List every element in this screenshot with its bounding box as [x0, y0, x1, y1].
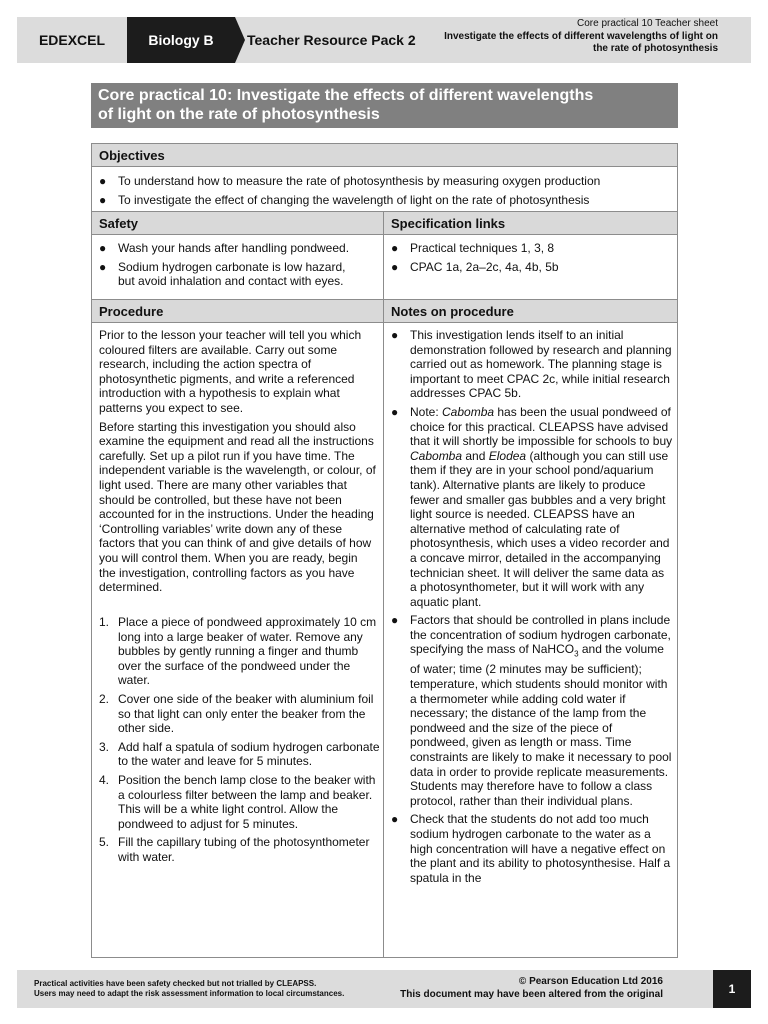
copyright	[400, 976, 663, 1001]
page-number: 1	[713, 970, 751, 1008]
spec-item: ● Practical techniques 1, 3, 8	[391, 241, 555, 255]
page-footer	[17, 970, 751, 1008]
sheet-title-line-2: the rate of photosynthesis	[592, 43, 718, 54]
sheet-info	[418, 18, 718, 56]
page-title-line-2: of light on the rate of photosynthesis	[98, 106, 380, 123]
objective-item: ● To understand how to measure the rate of photosynthesis by measuring oxygen production	[99, 174, 601, 188]
procedure-instructions: Before starting this investigation you should also examine the equipment and read all the instructions carefully. Set up a pilot run if you have time. The independent variable is the wavelength, or colour, of light used. There are many other variables that should be controlled, but these have not been accounted for in the instructions. Under the heading ‘Controlling variables’ write down any of these factors that you can think of and give details of how you will control them. When you are ready, begin the investigation, controlling factors as you have determined.	[99, 419, 376, 595]
pack-label: Teacher Resource Pack 2	[247, 32, 416, 48]
procedure-step: 5. Fill the capillary tubing of the photosynthometer with water.	[99, 835, 370, 864]
objectives-list	[92, 174, 677, 207]
notes-body	[384, 328, 674, 950]
safety-item: ● Wash your hands after handling pondweed.	[99, 241, 350, 255]
note-item: ● Check that the students do not add too much sodium hydrogen carbonate to the water as a high concentration will have a negative effect on the plant and its ability to photosynthesise. Half a spatula in the	[391, 812, 671, 885]
objectives-heading: Objectives	[99, 148, 165, 163]
procedure-step: 1. Place a piece of pondweed approximately 10 cm long into a large beaker of water. Remove any bubbles by gently running a finger and thumb over the surface of the pondweed under the water.	[99, 615, 377, 688]
sheet-title-line-1: Investigate the effects of different wavelengths of light on	[444, 30, 718, 42]
objectives-header	[92, 143, 677, 167]
sheet-label: Core practical 10 Teacher sheet	[576, 18, 718, 29]
safety-disclaimer	[34, 979, 344, 999]
procedure-step: 4. Position the bench lamp close to the beaker with a colourless filter between the lamp and beaker. This will be a white light control. Allow the pondweed to adjust for 5 minutes.	[99, 772, 376, 831]
procedure-heading: Procedure	[99, 304, 164, 319]
spec-heading: Specification links	[391, 216, 506, 231]
disclaimer-line-1: Practical activities have been safety checked but not trialled by CLEAPSS.	[34, 979, 317, 988]
note-item: ● This investigation lends itself to an initial demonstration followed by research and planning carried out as homework. The planning stage is important to meet CPAC 2c, while initial research addresses CPAC 5b.	[391, 328, 672, 401]
page-title-line-1: Core practical 10: Investigate the effects of different wavelengths	[98, 87, 594, 104]
practical-table	[91, 143, 678, 958]
brand-label: EDEXCEL	[38, 32, 106, 48]
spec-item: ● CPAC 1a, 2a–2c, 4a, 4b, 5b	[391, 259, 559, 274]
subject-arrow-shape	[235, 17, 245, 63]
safety-list	[92, 241, 382, 289]
altered-notice: This document may have been altered from the original	[400, 988, 663, 1000]
page-header	[17, 17, 751, 63]
safety-item: ● Sodium hydrogen carbonate is low hazard, but avoid inhalation and contact with eyes.	[99, 259, 346, 289]
page-title	[91, 83, 678, 128]
note-item: ● Factors that should be controlled in plans include the concentration of sodium hydrogen carbonate, specifying the mass of NaHCO$_3$ and the volume of water; time (2 minutes may be sufficient); temperature, which students should monitor with a thermometer while adding cold water if necessary; the distance of the lamp from the pondweed and the size of the piece of pondweed, given as length or mass. Time constraints are likely to make it necessary to pool data in order to provide replicate measurements. Students may therefore have to follow a class protocol, rather than their individual plans.	[391, 613, 672, 808]
procedure-step: 3. Add half a spatula of sodium hydrogen carbonate to the water and leave for 5 minutes.	[99, 739, 380, 769]
objective-item: ● To investigate the effect of changing the wavelength of light on the rate of photosynthesis	[99, 192, 590, 207]
procedure-body	[99, 328, 377, 599]
spec-list	[384, 241, 676, 274]
safety-spec-header	[92, 211, 677, 235]
procedure-steps	[92, 615, 380, 865]
safety-heading: Safety	[99, 216, 139, 231]
note-item: ● Note: Cabomba has been the usual pondweed of choice for this practical. CLEAPSS have advised that it will shortly be impossible for schools to buy Cabomba and Elodea (although you can still use them if they are in your school pond/aquarium tank). Alternative plants are likely to produce fewer and smaller gas bubbles and a very bright light source is needed. CLEAPSS have an alternative method of calculating rate of photosynthesis, which uses a video recorder and a concave mirror, detailed in the accompanying technician sheet. It will deliver the same data as a photosynthometer, but it will work with any aquatic plant.	[391, 404, 673, 609]
procedure-notes-header	[92, 299, 677, 323]
notes-heading: Notes on procedure	[391, 304, 514, 319]
copyright-line: © Pearson Education Ltd 2016	[518, 976, 663, 987]
disclaimer-line-2: Users may need to adapt the risk assessment information to local circumstances.	[34, 989, 345, 998]
subject-label: Biology B	[127, 17, 235, 63]
procedure-intro: Prior to the lesson your teacher will tell you which coloured filters are available. Carry out some research, including the action spectra of photosynthetic pigments, and write a referenced introduction with a hypothesis to explain what patterns you expect to see.	[99, 328, 362, 415]
procedure-step: 2. Cover one side of the beaker with aluminium foil so that light can only enter the beaker from the other side.	[99, 691, 374, 736]
